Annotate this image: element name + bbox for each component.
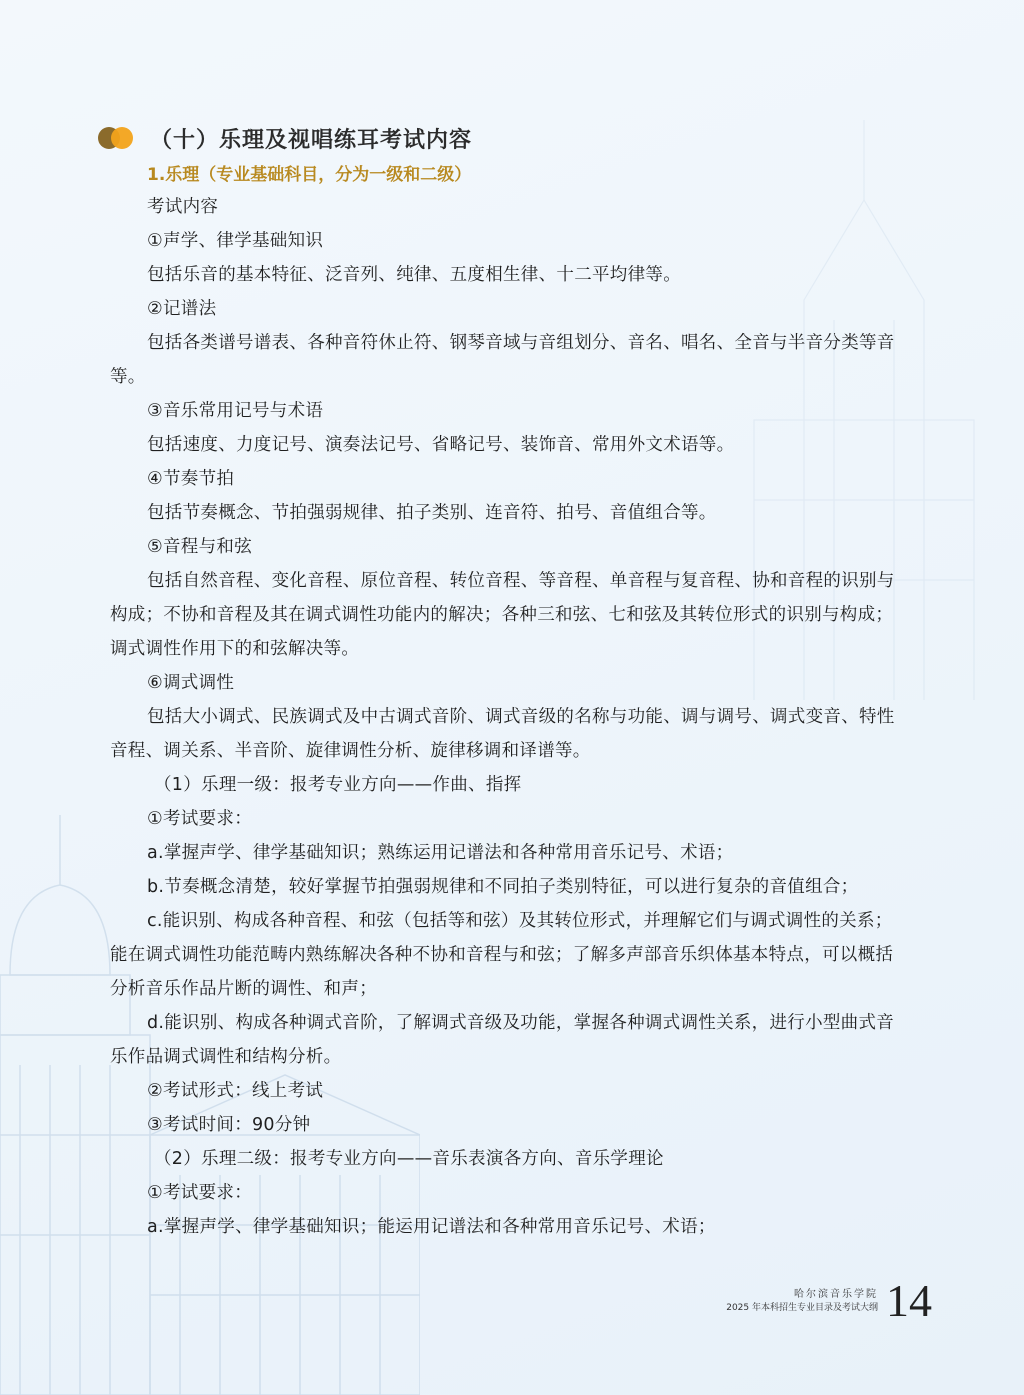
paragraph: 包括各类谱号谱表、各种音符休止符、钢琴音域与音组划分、音名、唱名、全音与半音分类等音等。 <box>110 333 895 387</box>
section-subtitle: 1.乐理（专业基础科目，分为一级和二级） <box>147 165 472 185</box>
paragraph: ④节奏节拍 <box>147 469 235 489</box>
paragraph: 包括速度、力度记号、演奏法记号、省略记号、装饰音、常用外文术语等。 <box>147 435 735 455</box>
paragraph: ①考试要求： <box>147 1183 252 1203</box>
paragraph: 包括大小调式、民族调式及中古调式音阶、调式音级的名称与功能、调与调号、调式变音、特性音程、调关系、半音阶、旋律调性分析、旋律移调和译谱等。 <box>110 707 895 761</box>
page-number: 14 <box>886 1275 932 1326</box>
paragraph: c.能识别、构成各种音程、和弦（包括等和弦）及其转位形式，并理解它们与调式调性的关系；能在调式调性功能范畴内熟练解决各种不协和音程与和弦；了解多声部音乐织体基本特点，可以概括分析音乐作品片断的调性、和声； <box>110 911 894 999</box>
paragraph: d.能识别、构成各种调式音阶，了解调式音级及功能，掌握各种调式调性关系，进行小型曲式音乐作品调式调性和结构分析。 <box>110 1013 895 1067</box>
paragraph: 考试内容 <box>147 197 219 217</box>
paragraph: ③音乐常用记号与术语 <box>147 401 324 421</box>
bullet-dots-icon <box>98 126 136 150</box>
paragraph: b.节奏概念清楚，较好掌握节拍强弱规律和不同拍子类别特征，可以进行复杂的音值组合； <box>147 877 859 897</box>
paragraph: ③考试时间：90分钟 <box>147 1115 311 1135</box>
paragraph: ①考试要求： <box>147 809 252 829</box>
page-footer <box>726 1275 932 1326</box>
paragraph: ⑤音程与和弦 <box>147 537 252 557</box>
section-title: （十）乐理及视唱练耳考试内容 <box>150 127 473 153</box>
paragraph: a.掌握声学、律学基础知识；能运用记谱法和各种常用音乐记号、术语； <box>147 1217 716 1237</box>
paragraph: 包括节奏概念、节拍强弱规律、拍子类别、连音符、拍号、音值组合等。 <box>147 503 717 523</box>
footer-text <box>726 1288 878 1315</box>
paragraph: ⑥调式调性 <box>147 673 235 693</box>
dot-light <box>111 127 133 149</box>
paragraph: ②考试形式：线上考试 <box>147 1081 324 1101</box>
footer-catalog-title: 2025 年本科招生专业目录及考试大纲 <box>726 1302 878 1313</box>
paragraph: （2）乐理二级：报考专业方向——音乐表演各方向、音乐学理论 <box>154 1149 664 1169</box>
footer-school-name: 哈尔滨音乐学院 <box>794 1288 878 1300</box>
paragraph: 包括乐音的基本特征、泛音列、纯律、五度相生律、十二平均律等。 <box>147 265 681 285</box>
paragraph: 包括自然音程、变化音程、原位音程、转位音程、等音程、单音程与复音程、协和音程的识别与构成；不协和音程及其在调式调性功能内的解决；各种三和弦、七和弦及其转位形式的识别与构成；调式调性作用下的和弦解决等。 <box>110 571 895 659</box>
paragraph: （1）乐理一级：报考专业方向——作曲、指挥 <box>154 775 522 795</box>
paragraph: ①声学、律学基础知识 <box>147 231 324 251</box>
section-heading <box>98 118 900 158</box>
page-content <box>110 118 900 1244</box>
paragraph: ②记谱法 <box>147 299 217 319</box>
paragraph: a.掌握声学、律学基础知识；熟练运用记谱法和各种常用音乐记号、术语； <box>147 843 734 863</box>
